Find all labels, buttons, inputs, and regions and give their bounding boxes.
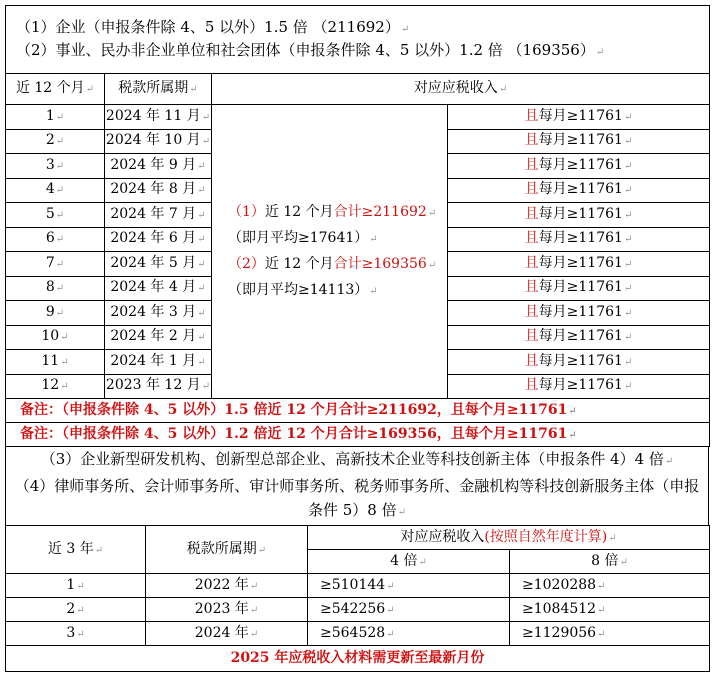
row-period: 2024 年 1 月↵ [105, 350, 212, 375]
monthly-income-table [5, 5, 710, 447]
col-header-yearly-income: 对应应税收入(按照自然年度计算)↵ [308, 526, 710, 550]
row-number: 4↵ [6, 178, 105, 203]
row-number: 2↵ [6, 129, 105, 154]
row-period: 2024 年 8 月↵ [105, 178, 212, 203]
year-row-4x: ≥510144↵ [308, 574, 510, 598]
year-row-8x: ≥1084512↵ [510, 598, 710, 622]
row-monthly: 且每月≥11761↵ [448, 129, 710, 154]
row-period: 2024 年 5 月↵ [105, 252, 212, 277]
year-row-number: 2↵ [6, 598, 146, 622]
year-row-8x: ≥1020288↵ [510, 574, 710, 598]
row-period: 2024 年 6 月↵ [105, 227, 212, 252]
row-number: 1↵ [6, 105, 105, 130]
condition-line-2: （2）事业、民办非企业单位和社会团体（申报条件除 4、5 以外）1.2 倍 （169356）↵ [16, 40, 605, 59]
yearly-income-table [5, 525, 710, 672]
row-monthly: 且每月≥11761↵ [448, 154, 710, 179]
col-header-8x: 8 倍↵ [510, 550, 710, 574]
row-monthly: 且每月≥11761↵ [448, 178, 710, 203]
note-2: 备注：（申报条件除 4、5 以外）1.2 倍近 12 个月合计≥169356，且每个月≥11761↵ [6, 423, 710, 447]
total-line-2: （即月平均≥17641）↵ [228, 229, 378, 246]
row-monthly: 且每月≥11761↵ [448, 301, 710, 326]
total-line-4: （即月平均≥14113）↵ [228, 281, 378, 298]
year-row-number: 3↵ [6, 622, 146, 646]
row-period: 2024 年 11 月↵ [105, 105, 212, 130]
year-row-4x: ≥542256↵ [308, 598, 510, 622]
row-monthly: 且每月≥11761↵ [448, 252, 710, 277]
row-period: 2024 年 10 月↵ [105, 129, 212, 154]
year-row-period: 2022 年↵ [146, 574, 308, 598]
row-number: 5↵ [6, 203, 105, 228]
footer-note: 2025 年应税收入材料需更新至最新月份 [6, 646, 710, 672]
row-monthly: 且每月≥11761↵ [448, 374, 710, 399]
year-row-period: 2023 年↵ [146, 598, 308, 622]
col-header-years: 近 3 年↵ [6, 526, 146, 574]
row-period: 2023 年 12 月↵ [105, 374, 212, 399]
row-monthly: 且每月≥11761↵ [448, 105, 710, 130]
row-number: 6↵ [6, 227, 105, 252]
row-period: 2024 年 4 月↵ [105, 276, 212, 301]
row-number: 12↵ [6, 374, 105, 399]
row-number: 8↵ [6, 276, 105, 301]
table-row [6, 574, 710, 598]
row-period: 2024 年 7 月↵ [105, 203, 212, 228]
row-number: 11↵ [6, 350, 105, 375]
row-number: 3↵ [6, 154, 105, 179]
row-number: 7↵ [6, 252, 105, 277]
table-row [6, 105, 710, 130]
year-row-number: 1↵ [6, 574, 146, 598]
col-header-months: 近 12 个月↵ [6, 74, 105, 105]
total-line-3: （2）近 12 个月合计≥169356↵ [228, 255, 437, 272]
col-header-period: 税款所属期↵ [105, 74, 212, 105]
col-header-4x: 4 倍↵ [308, 550, 510, 574]
row-monthly: 且每月≥11761↵ [448, 276, 710, 301]
condition-line-4: （4）律师事务所、会计师事务所、审计师事务所、税务师事务所、金融机构等科技创新服务主体（申报条件 5）8 倍↵ [14, 477, 700, 519]
note-1: 备注：（申报条件除 4、5 以外）1.5 倍近 12 个月合计≥211692，且每个月≥11761↵ [6, 399, 710, 423]
row-period: 2024 年 9 月↵ [105, 154, 212, 179]
conditions-mid-table [5, 446, 709, 526]
condition-line-3: （3）企业新型研发机构、创新型总部企业、高新技术企业等科技创新主体（申报条件 4）4 倍↵ [40, 450, 674, 468]
row-number: 10↵ [6, 325, 105, 350]
document-page [5, 5, 709, 668]
row-monthly: 且每月≥11761↵ [448, 227, 710, 252]
condition-line-1: （1）企业（申报条件除 4、5 以外）1.5 倍 （211692）↵ [16, 17, 410, 36]
row-period: 2024 年 3 月↵ [105, 301, 212, 326]
col-header-income: 对应应税收入↵ [212, 74, 710, 105]
total-line-1: （1）近 12 个月合计≥211692↵ [228, 203, 437, 220]
row-monthly: 且每月≥11761↵ [448, 325, 710, 350]
table-row [6, 598, 710, 622]
total-requirement-cell [212, 105, 448, 399]
row-monthly: 且每月≥11761↵ [448, 203, 710, 228]
year-row-8x: ≥1129056↵ [510, 622, 710, 646]
year-row-period: 2024 年↵ [146, 622, 308, 646]
col-header-year-period: 税款所属期↵ [146, 526, 308, 574]
table-row [6, 622, 710, 646]
row-number: 9↵ [6, 301, 105, 326]
row-period: 2024 年 2 月↵ [105, 325, 212, 350]
row-monthly: 且每月≥11761↵ [448, 350, 710, 375]
conditions-3-4 [6, 447, 709, 526]
conditions-header [6, 6, 710, 74]
year-row-4x: ≥564528↵ [308, 622, 510, 646]
